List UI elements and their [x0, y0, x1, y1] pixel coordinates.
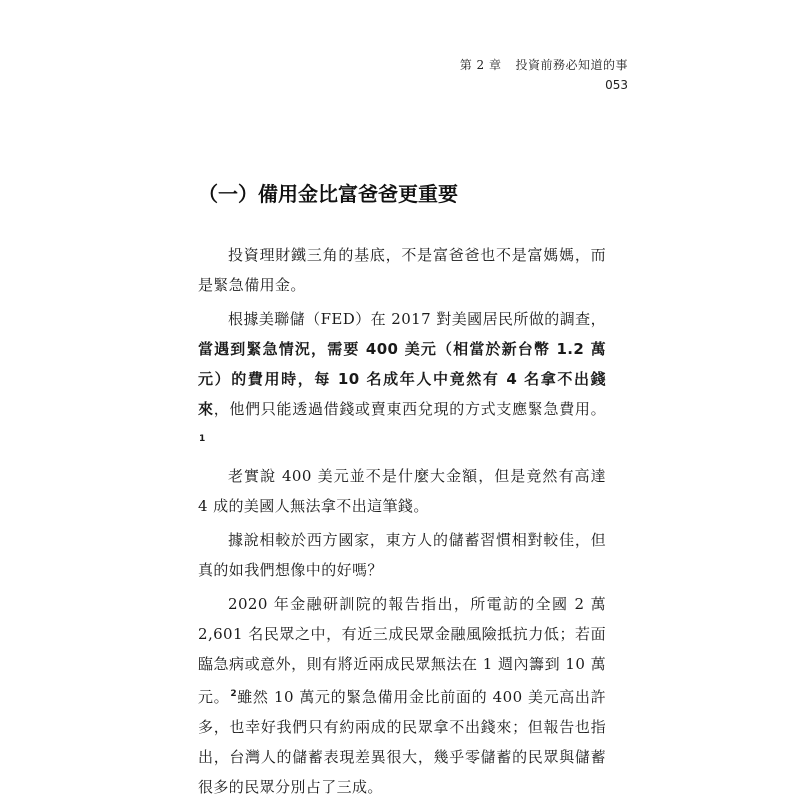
- chapter-label: 第 2 章: [459, 58, 502, 72]
- paragraph-3: [198, 461, 606, 521]
- paragraph-5-pre: 2020 年金融研訓院的報告指出，所電訪的全國 2 萬 2,601 名民眾之中，有近三成民眾金融風險抵抗力低；若面臨急病或意外，則有將近兩成民眾無法在 1 週內籌到 10 萬元。: [198, 595, 606, 706]
- paragraph-2: [198, 304, 606, 457]
- page-number: 053: [605, 78, 628, 92]
- paragraph-2-emphasis: 當遇到緊急情況，需要 400 美元（相當於新台幣 1.2 萬元）的費用時，每 10 名成年人中竟然有 4 名拿不出錢來: [198, 340, 606, 418]
- paragraph-3-text: 老實說 400 美元並不是什麼大金額，但是竟然有高達 4 成的美國人無法拿不出這筆錢。: [198, 467, 606, 515]
- paragraph-1-text: 投資理財鐵三角的基底，不是富爸爸也不是富媽媽，而是緊急備用金。: [198, 246, 606, 294]
- paragraph-4-text: 據說相較於西方國家，東方人的儲蓄習慣相對較佳，但真的如我們想像中的好嗎？: [198, 531, 606, 579]
- paragraph-2-pre: 根據美聯儲（FED）在 2017 對美國居民所做的調查，: [228, 310, 606, 328]
- section-title: （一）備用金比富爸爸更重要: [198, 182, 458, 206]
- paragraph-2-post: ，他們只能透過借錢或賣東西兌現的方式支應緊急費用。: [213, 400, 606, 418]
- footnote-marker-1: 1: [199, 434, 206, 444]
- paragraph-4: [198, 525, 606, 585]
- paragraph-5: [198, 589, 606, 802]
- footnote-marker-2: 2: [230, 689, 237, 699]
- paragraph-5-post: 雖然 10 萬元的緊急備用金比前面的 400 美元高出許多，也幸好我們只有約兩成的民眾拿不出錢來；但報告也指出，台灣人的儲蓄表現差異很大，幾乎零儲蓄的民眾與儲蓄很多的民眾分別占了三成。: [198, 688, 606, 796]
- body-text: [198, 240, 606, 806]
- running-head: [460, 56, 628, 73]
- paragraph-1: [198, 240, 606, 300]
- chapter-title: 投資前務必知道的事: [515, 58, 628, 72]
